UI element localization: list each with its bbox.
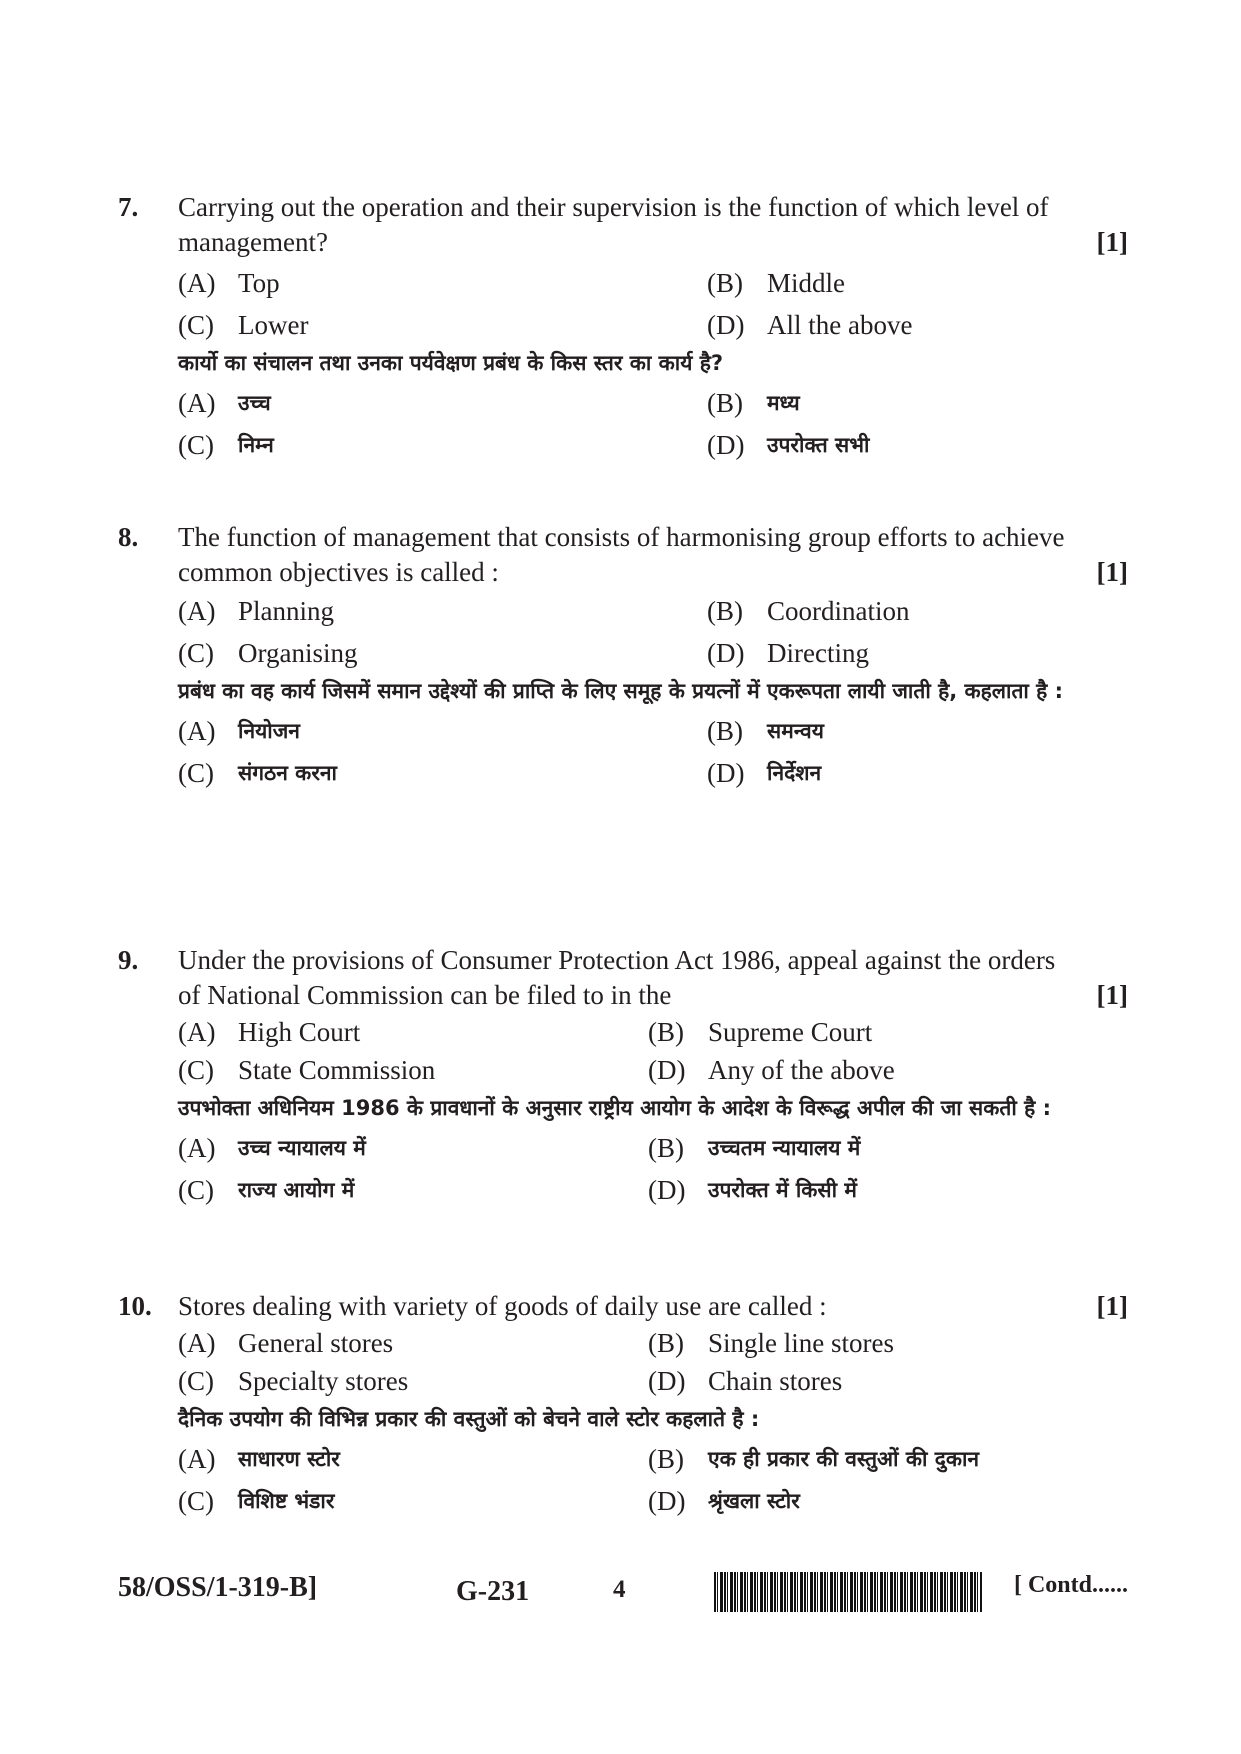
question-9 [118, 943, 1128, 1211]
hindi-option-b: (B) एक ही प्रकार की वस्तुओं की दुकान [648, 1444, 980, 1474]
hindi-question-text: कार्यो का संचालन तथा उनका पर्यवेक्षण प्रबंध के किस स्तर का कार्य है? [178, 351, 724, 375]
hindi-option-c: (C) संगठन करना [178, 758, 337, 788]
barcode-image [714, 1572, 982, 1612]
option-c: (C) Organising [178, 638, 358, 668]
option-a: (A) General stores [178, 1328, 394, 1358]
hindi-option-d: (D) निर्देशन [707, 758, 822, 788]
marks: [1] [1096, 1291, 1128, 1321]
option-c: (C) Specialty stores [178, 1366, 409, 1396]
paper-code: G-231 [456, 1576, 530, 1607]
question-10 [118, 1289, 1128, 1522]
hindi-question-text: प्रबंध का वह कार्य जिसमें समान उद्देश्यों की प्राप्ति के लिए समूह के प्रयत्नों में एकरूपता लायी जाती है, कहलाता है : [178, 679, 1064, 703]
marks: [1] [1096, 557, 1128, 587]
marks: [1] [1096, 980, 1128, 1010]
page-footer [118, 1572, 1128, 1618]
question-number: 8. [118, 522, 139, 552]
option-b: (B) Single line stores [648, 1328, 894, 1358]
hindi-option-d: (D) उपरोक्त सभी [707, 430, 870, 460]
option-a: (A) Top [178, 268, 280, 298]
question-number: 7. [118, 192, 139, 222]
hindi-option-a: (A) नियोजन [178, 716, 300, 746]
option-c: (C) Lower [178, 310, 309, 340]
question-text: Under the provisions of Consumer Protection Act 1986, appeal against the orders of National Commission can be filed to in the [178, 945, 1056, 1010]
option-b: (B) Coordination [707, 596, 910, 626]
hindi-option-a: (A) साधारण स्टोर [178, 1444, 340, 1474]
hindi-option-c: (C) राज्य आयोग में [178, 1175, 355, 1205]
question-text: Stores dealing with variety of goods of daily use are called : [178, 1291, 827, 1321]
hindi-question-text: उपभोक्ता अधिनियम 1986 के प्रावधानों के अनुसार राष्ट्रीय आयोग के आदेश के विरूद्ध अपील की जा सकती है : [178, 1096, 1051, 1120]
option-a: (A) Planning [178, 596, 335, 626]
question-number: 9. [118, 945, 139, 975]
hindi-option-c: (C) निम्न [178, 430, 274, 460]
hindi-question-text: दैनिक उपयोग की विभिन्न प्रकार की वस्तुओं को बेचने वाले स्टोर कहलाते है : [178, 1407, 760, 1431]
hindi-option-d: (D) उपरोक्त में किसी में [648, 1175, 857, 1205]
question-text: The function of management that consists of harmonising group efforts to achieve common objectives is called : [178, 522, 1065, 587]
option-b: (B) Middle [707, 268, 845, 298]
question-text: Carrying out the operation and their supervision is the function of which level of management? [178, 192, 1049, 257]
option-d: (D) Any of the above [648, 1055, 895, 1085]
question-8 [118, 520, 1128, 794]
question-number: 10. [118, 1291, 152, 1321]
option-d: (D) Chain stores [648, 1366, 843, 1396]
hindi-option-a: (A) उच्च न्यायालय में [178, 1133, 366, 1163]
hindi-option-b: (B) समन्वय [707, 716, 824, 746]
hindi-option-b: (B) उच्चतम न्यायालय में [648, 1133, 861, 1163]
hindi-option-a: (A) उच्च [178, 388, 271, 418]
page-number: 4 [613, 1576, 626, 1603]
option-b: (B) Supreme Court [648, 1017, 873, 1047]
question-7 [118, 190, 1128, 466]
option-c: (C) State Commission [178, 1055, 436, 1085]
marks: [1] [1096, 227, 1128, 257]
option-d: (D) Directing [707, 638, 869, 668]
option-a: (A) High Court [178, 1017, 361, 1047]
continued-label: [ Contd...... [1013, 1572, 1128, 1598]
option-d: (D) All the above [707, 310, 913, 340]
hindi-option-c: (C) विशिष्ट भंडार [178, 1486, 335, 1516]
hindi-option-b: (B) मध्य [707, 388, 800, 418]
hindi-option-d: (D) श्रृंखला स्टोर [648, 1486, 800, 1516]
exam-code: 58/OSS/1-319-B] [118, 1572, 318, 1603]
